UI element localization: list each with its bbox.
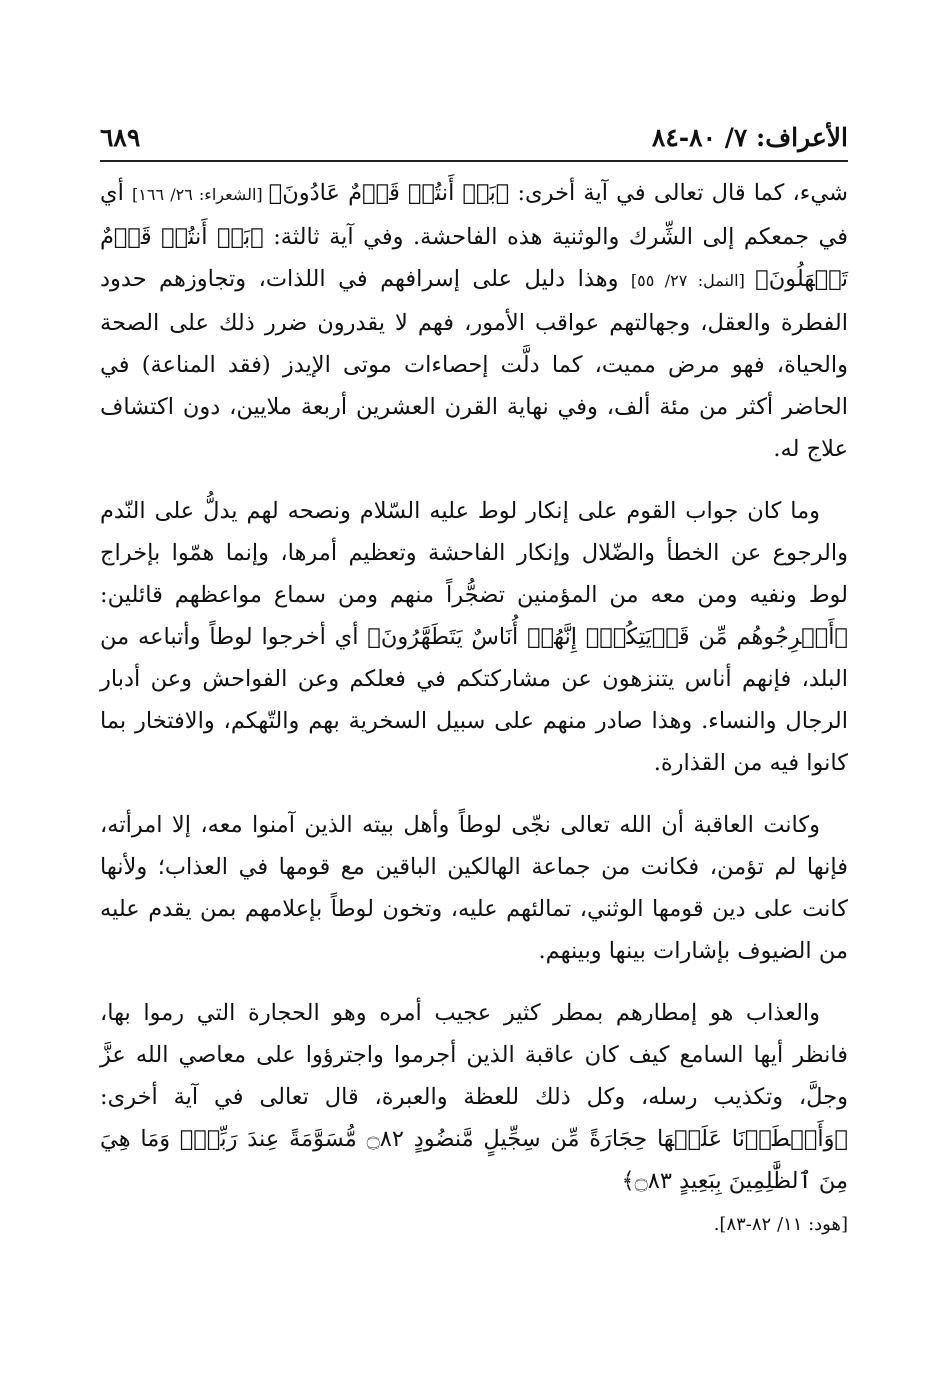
- text-segment: أي أخرجوا لوطاً وأتباعه من البلد، فإنهم أناس يتنزهون عن مشاركتكم في فعلكم وعن الفواحش وعن أدبار الرجال والنساء. وهذا صادر منهم على سبيل السخرية بهم والتّهكم، والافتخار بما كانوا فيه من القذارة.: [100, 624, 848, 776]
- text-segment: وما كان جواب القوم على إنكار لوط عليه السّلام ونصحه لهم يدلُّ على النّدم والرجوع عن الخطأ والضّلال وإنكار الفاحشة وتعظيم أمرها، وإنما همّوا بإخراج لوط ونفيه ومن معه من المؤمنين تضجُّراً منهم ومن سماع مواعظهم قائلين:: [100, 498, 848, 608]
- running-title: الأعراف: ٧/ ٨٠-٨٤: [651, 123, 848, 152]
- page-body: [100, 172, 848, 1260]
- quran-quote: ﴿بَلۡ أَنتُمۡ قَوۡمٌ عَادُونَ﴾: [268, 180, 510, 206]
- paragraph-2: [100, 490, 848, 784]
- page-number: ٦٨٩: [100, 123, 141, 152]
- text-segment: والعذاب هو إمطارهم بمطر كثير عجيب أمره وهو الحجارة التي رموا بها، فانظر أيها السامع كيف كان عاقبة الذين أجرموا واجترؤوا على معاصي الله عزَّ وجلَّ، وتكذيب رسله، وكل ذلك للعظة والعبرة، قال تعالى في آية أخرى:: [100, 1000, 848, 1110]
- quran-quote: ﴿وَأَمۡطَرۡنَا عَلَيۡهَا حِجَارَةً مِّن سِجِّيلٍ مَّنضُودٍ ۝٨٢ مُّسَوَّمَةً عِندَ رَبِّكَۖ وَمَا هِيَ مِنَ ٱلظَّٰلِمِينَ بِبَعِيدٍ ۝٨٣﴾: [100, 1126, 848, 1194]
- header-divider: [100, 160, 848, 162]
- text-segment: وهذا دليل على إسرافهم في اللذات، وتجاوزهم حدود الفطرة والعقل، وجهالتهم عواقب الأمور، فهم لا يقدرون ضرر ذلك على الصحة والحياة، فهو مرض مميت، كما دلَّت إحصاءات موتى الإيدز (فقد المناعة) في الحاضر أكثر من مئة ألف، وفي نهاية القرن العشرين أربعة ملايين، دون اكتشاف علاج له.: [100, 266, 848, 462]
- quran-quote: ﴿بَلۡ أَنتُمۡ قَوۡمٌ تَجۡهَلُونَ﴾: [100, 224, 848, 292]
- paragraph-3: [100, 804, 848, 972]
- text-segment: أي في جمعكم إلى الشِّرك والوثنية هذه الفاحشة. وفي آية ثالثة:: [100, 180, 848, 250]
- page-header: [100, 118, 848, 158]
- verse-reference: [النمل: ٢٧/ ٥٥]: [630, 271, 756, 290]
- verse-reference: [الشعراء: ٢٦/ ١٦٦]: [132, 185, 269, 204]
- quran-quote: ﴿أَخۡرِجُوهُم مِّن قَرۡيَتِكُمۡۖ إِنَّهُمۡ أُنَاسٌ يَتَطَهَّرُونَ﴾: [367, 624, 848, 650]
- closing-reference: [هود: ١١/ ٨٢-٨٣].: [713, 1214, 848, 1235]
- text-segment: شيء، كما قال تعالى في آية أخرى:: [509, 180, 848, 206]
- text-segment: وكانت العاقبة أن الله تعالى نجّى لوطاً وأهل بيته الذين آمنوا معه، إلا امرأته، فإنها لم تؤمن، فكانت من جماعة الهالكين الباقين مع قومها في العذاب؛ ولأنها كانت على دين قومها الوثني، تمالئهم عليه، وتخون لوطاً بإعلامهم بمن يقدم عليه من الضيوف بإشارات بينها وبينهم.: [100, 812, 848, 964]
- paragraph-1: [100, 172, 848, 470]
- paragraph-4: [100, 992, 848, 1202]
